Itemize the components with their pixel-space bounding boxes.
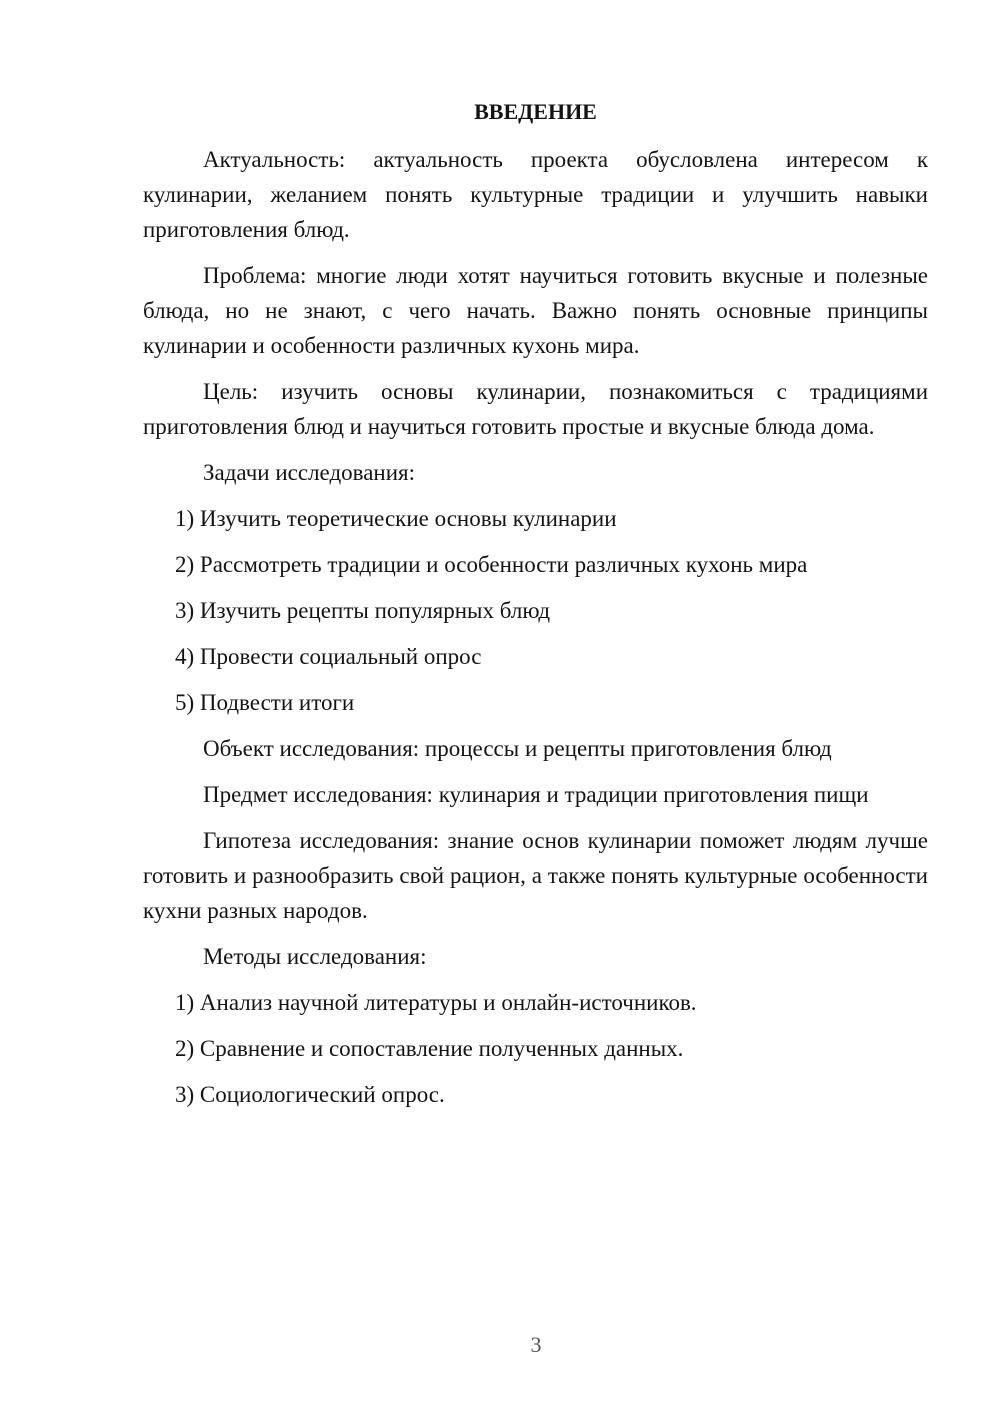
page-title: ВВЕДЕНИЕ (474, 99, 597, 124)
page-number: 3 (530, 1332, 542, 1357)
hypothesis-paragraph: Гипотеза исследования: знание основ кулинарии поможет людям лучше готовить и разнообразить свой рацион, а также понять культурные особенности кухни разных народов. (143, 828, 928, 923)
research-object: Объект исследования: процессы и рецепты приготовления блюд (203, 736, 832, 761)
methods-heading: Методы исследования: (203, 944, 427, 969)
method-item: 2) Сравнение и сопоставление полученных данных. (175, 1036, 684, 1061)
task-item: 3) Изучить рецепты популярных блюд (175, 598, 551, 623)
page-content (143, 96, 928, 1123)
tasks-heading: Задачи исследования: (203, 460, 416, 485)
research-subject: Предмет исследования: кулинария и традиции приготовления пищи (203, 782, 869, 807)
goal-paragraph: Цель: изучить основы кулинарии, познакомиться с традициями приготовления блюд и научиться готовить простые и вкусные блюда дома. (143, 379, 928, 439)
method-item: 1) Анализ научной литературы и онлайн-источников. (175, 990, 697, 1015)
problem-paragraph: Проблема: многие люди хотят научиться готовить вкусные и полезные блюда, но не знают, с чего начать. Важно понять основные принципы кулинарии и особенности различных кухонь мира. (143, 263, 928, 358)
relevance-paragraph: Актуальность: актуальность проекта обусловлена интересом к кулинарии, желанием понять культурные традиции и улучшить навыки приготовления блюд. (143, 147, 928, 242)
method-item: 3) Социологический опрос. (175, 1082, 445, 1107)
task-item: 1) Изучить теоретические основы кулинарии (175, 506, 617, 531)
task-item: 5) Подвести итоги (175, 690, 355, 715)
task-item: 2) Рассмотреть традиции и особенности различных кухонь мира (175, 552, 808, 577)
task-item: 4) Провести социальный опрос (175, 644, 482, 669)
